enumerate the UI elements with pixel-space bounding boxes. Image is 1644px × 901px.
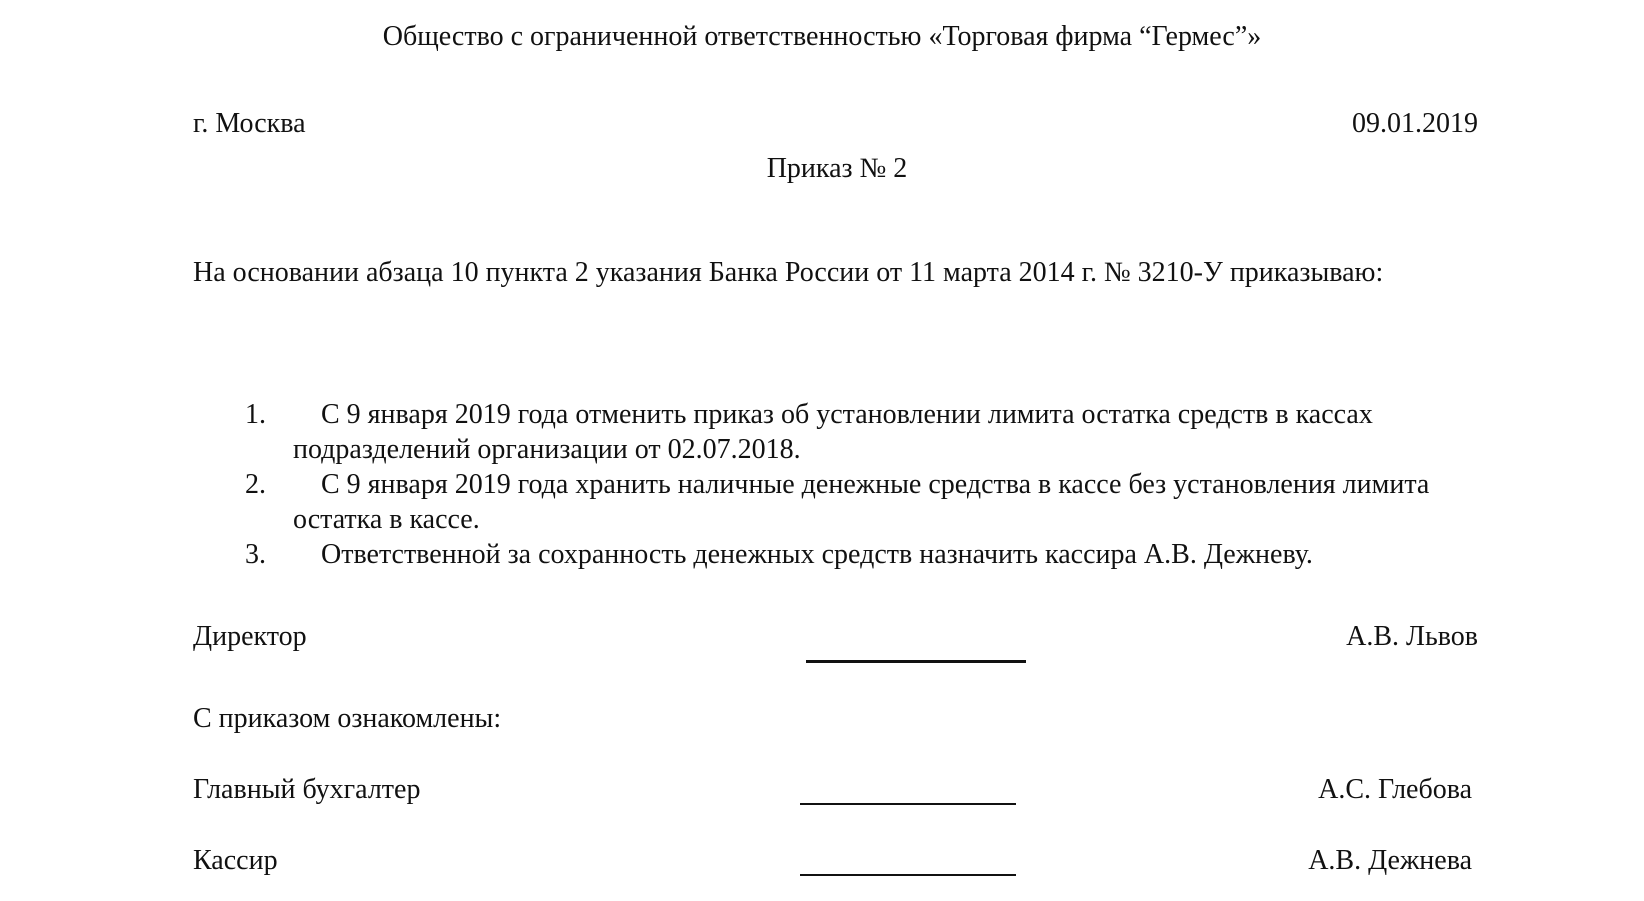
order-item (193, 537, 1493, 572)
director-label: Директор (193, 621, 307, 652)
acknowledged-label: С приказом ознакомлены: (193, 703, 502, 734)
organization-name: Общество с ограниченной ответственностью «Торговая фирма “Гермес”» (382, 21, 1262, 52)
chief-accountant-name: А.С. Глебова (1318, 774, 1472, 805)
order-item-number: 3. (245, 539, 266, 570)
cashier-name: А.В. Дежнева (1308, 845, 1472, 876)
chief-accountant-signature-line (800, 803, 1016, 805)
cashier-label: Кассир (193, 845, 278, 876)
chief-accountant-label: Главный бухгалтер (193, 774, 421, 805)
order-item (193, 397, 1493, 467)
order-item-text: Ответственной за сохранность денежных средств назначить кассира А.В. Дежневу. (321, 539, 1313, 570)
order-item-text: С 9 января 2019 года отменить приказ об установлении лимита остатка средств в кассах подразделений организации от 02.07.2018. (293, 399, 1373, 465)
order-item-number: 2. (245, 469, 266, 500)
order-item-text: С 9 января 2019 года хранить наличные денежные средства в кассе без установления лимита остатка в кассе. (293, 469, 1430, 535)
cashier-signature-line (800, 874, 1016, 876)
order-items-list (193, 397, 1493, 572)
order-title: Приказ № 2 (766, 153, 908, 184)
director-name: А.В. Львов (1346, 621, 1478, 652)
city-label: г. Москва (193, 108, 306, 139)
basis-paragraph: На основании абзаца 10 пункта 2 указания Банка России от 11 марта 2014 г. № 3210-У приказываю: (193, 257, 1384, 288)
order-item (193, 467, 1493, 537)
document-date: 09.01.2019 (1352, 108, 1478, 139)
director-signature-line (806, 660, 1026, 663)
order-item-number: 1. (245, 399, 266, 430)
